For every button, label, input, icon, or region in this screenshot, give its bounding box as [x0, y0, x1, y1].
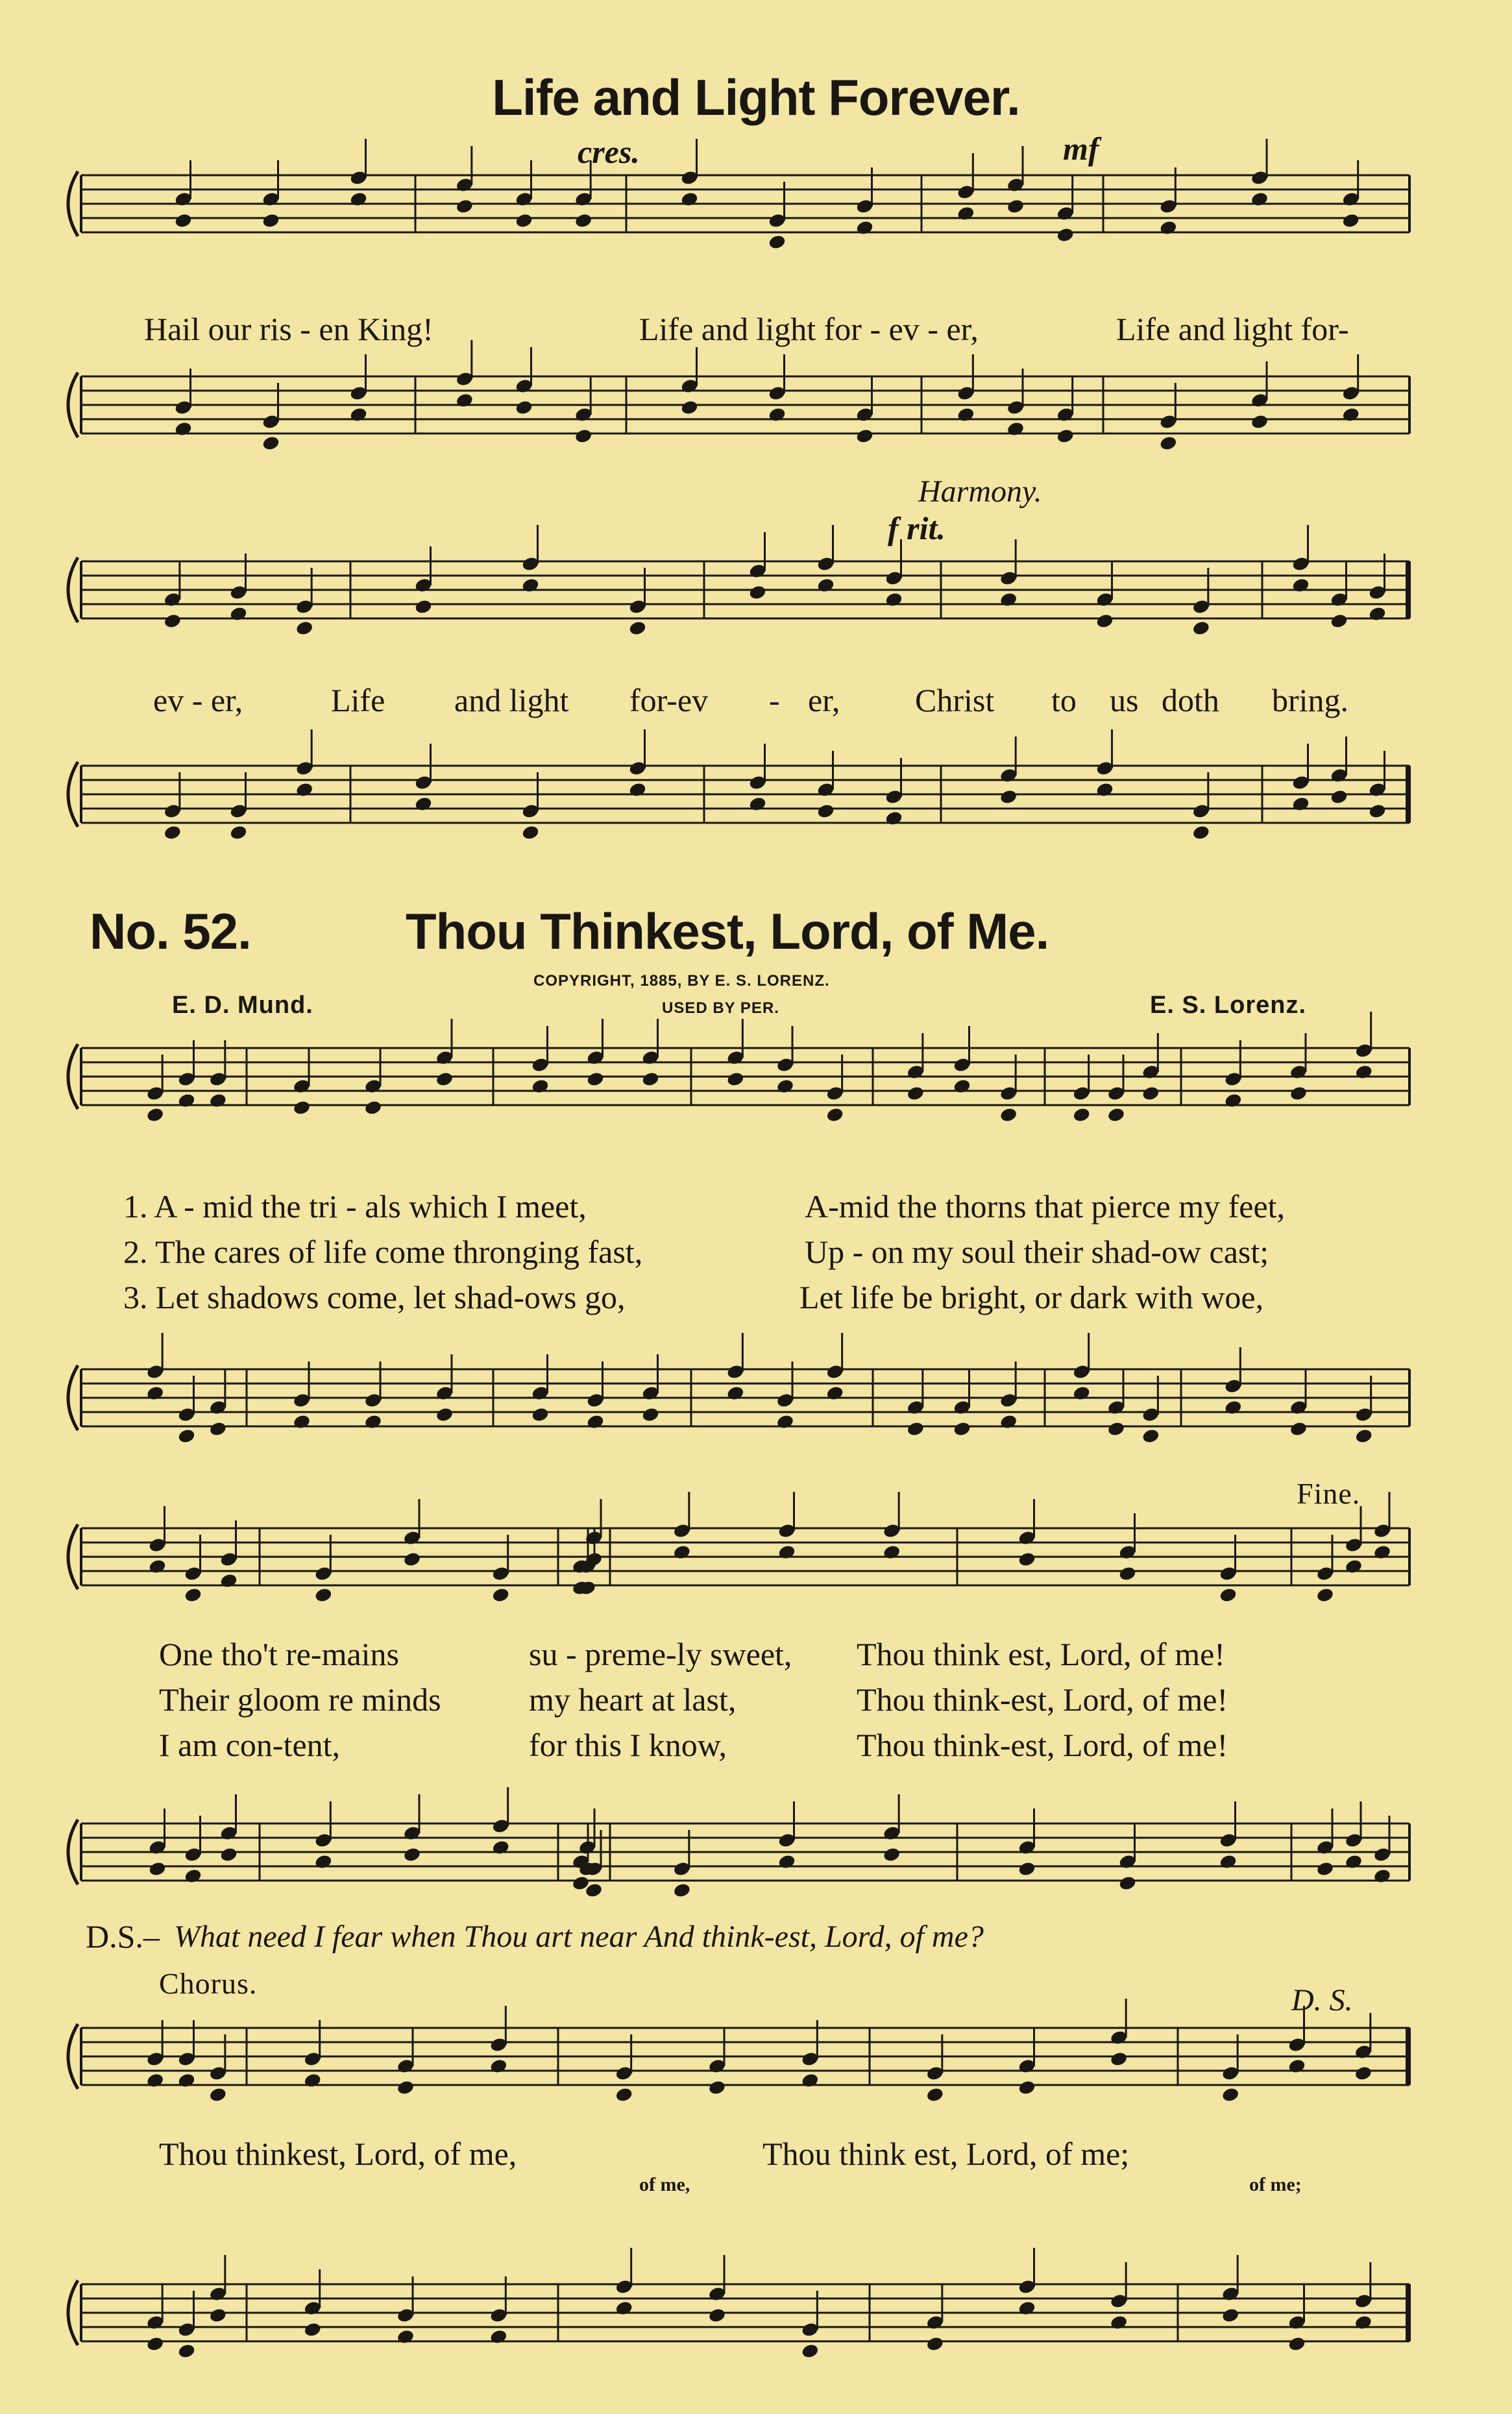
note-head	[1056, 428, 1075, 444]
note-head	[1118, 1565, 1137, 1581]
note-head	[414, 796, 433, 812]
note-head	[641, 1406, 660, 1422]
note-head	[1221, 2307, 1240, 2323]
verse-1-line-a: 1. A - mid the tri - als which I meet,	[123, 1188, 587, 1225]
note-head	[293, 1099, 311, 1116]
note-head	[825, 1106, 844, 1123]
note-head	[1110, 2314, 1128, 2330]
note-head	[1095, 613, 1114, 629]
verse-2-line-a: 2. The cares of life come thronging fast,	[123, 1234, 643, 1270]
note-head	[628, 781, 647, 798]
note-head	[314, 1587, 333, 1603]
note-head	[303, 2072, 322, 2088]
note-head	[314, 1853, 333, 1870]
note-head	[1006, 421, 1025, 437]
note-head	[455, 198, 474, 214]
note-head	[1345, 1558, 1363, 1574]
note-head	[1095, 781, 1114, 798]
hymn-number: No. 52.	[90, 903, 251, 960]
note-head	[531, 1406, 550, 1422]
note-head	[489, 2058, 508, 2074]
hymn1-lyric: Life and light for-	[1116, 311, 1349, 347]
chorus-echo-b: of me;	[1249, 2174, 1302, 2195]
clef-brace	[68, 762, 78, 827]
note-head	[726, 1071, 745, 1087]
note-head	[177, 1092, 196, 1108]
note-head	[435, 1071, 454, 1087]
composer: E. S. Lorenz.	[1150, 992, 1307, 1019]
note-head	[303, 2321, 322, 2337]
note-head	[672, 1544, 691, 1560]
note-head	[586, 1071, 605, 1087]
note-head	[883, 1846, 901, 1862]
ds-mark: D. S.	[1291, 1983, 1353, 2018]
hymn1-lyric: Life	[331, 682, 385, 718]
note-head	[1018, 2300, 1036, 2316]
note-head	[208, 2086, 227, 2103]
note-head	[208, 2307, 227, 2323]
note-head	[1316, 1860, 1335, 1877]
note-head	[177, 2343, 196, 2359]
note-head	[148, 1558, 167, 1574]
note-head	[883, 1544, 901, 1560]
hymn1-lyric: Hail our ris - en King!	[144, 311, 433, 347]
note-head	[1110, 2051, 1128, 2067]
note-head	[906, 1420, 925, 1437]
note-head	[957, 406, 975, 422]
hymn1-lyric: us	[1110, 682, 1139, 718]
note-head	[1221, 2086, 1240, 2103]
note-head	[884, 810, 903, 826]
note-head	[1072, 1106, 1091, 1123]
used-by-permission: USED BY PER.	[662, 999, 779, 1017]
note-head	[293, 1413, 311, 1430]
verse-1-line-d: su - preme-ly sweet,	[529, 1636, 792, 1672]
note-head	[177, 2072, 196, 2088]
note-head	[1341, 212, 1360, 228]
note-head	[148, 1860, 167, 1877]
clef-brace	[68, 557, 78, 622]
note-head	[574, 212, 593, 228]
note-head	[1316, 1587, 1335, 1603]
note-head	[1159, 219, 1178, 236]
verse-2-line-e: Thou think-est, Lord, of me!	[857, 1681, 1228, 1718]
note-head	[163, 824, 182, 840]
note-head	[295, 620, 314, 636]
note-head	[925, 2086, 944, 2103]
note-head	[521, 577, 540, 593]
clef-brace	[68, 2024, 78, 2089]
note-head	[855, 219, 874, 236]
note-head	[1354, 1064, 1373, 1080]
hymn1-lyric: for-ev	[629, 682, 709, 718]
clef-brace	[68, 171, 78, 236]
hymn1-lyric: Life and light for - ev - er,	[639, 311, 979, 347]
note-head	[957, 205, 975, 221]
note-head	[1373, 1544, 1392, 1560]
ds-text: What need I fear when Thou art near And think-est, Lord, of me?	[174, 1920, 984, 1954]
note-head	[953, 1420, 971, 1437]
note-head	[999, 1413, 1018, 1430]
note-head	[1056, 226, 1075, 243]
note-head	[1287, 2335, 1306, 2352]
note-head	[295, 781, 314, 798]
chorus-lyric-b: Thou think est, Lord, of me;	[762, 2136, 1130, 2172]
note-head	[768, 406, 786, 422]
note-head	[349, 191, 368, 207]
note-head	[884, 591, 903, 607]
fine-mark: Fine.	[1297, 1477, 1361, 1510]
ds-label: D.S.–	[86, 1918, 160, 1955]
note-head	[999, 1106, 1018, 1123]
note-head	[177, 1428, 196, 1444]
mf-mark: mf	[1063, 130, 1099, 167]
note-head	[680, 191, 699, 207]
note-head	[1141, 1428, 1160, 1444]
note-head	[953, 1078, 971, 1094]
note-head	[925, 2335, 944, 2352]
note-head	[262, 212, 280, 228]
note-head	[1354, 2065, 1372, 2081]
note-head	[816, 577, 835, 593]
note-head	[776, 1413, 795, 1430]
note-head	[174, 212, 193, 228]
note-head	[1250, 191, 1269, 207]
note-head	[1159, 435, 1178, 451]
note-head	[1354, 2314, 1372, 2330]
note-head	[777, 1544, 796, 1560]
note-head	[1250, 413, 1269, 430]
note-head	[680, 399, 699, 415]
verse-1-line-b: A-mid the thorns that pierce my feet,	[805, 1188, 1286, 1225]
verse-2-line-d: my heart at last,	[529, 1681, 737, 1718]
note-head	[1018, 1860, 1036, 1877]
note-head	[1373, 1868, 1392, 1884]
note-head	[491, 1587, 510, 1603]
note-head	[229, 605, 248, 622]
hymn1-lyric: Christ	[915, 682, 995, 718]
note-head	[816, 803, 835, 819]
note-head	[1287, 2058, 1306, 2074]
hymn2-title: Thou Thinkest, Lord, of Me.	[406, 903, 1049, 960]
note-head	[174, 421, 193, 437]
note-head	[748, 796, 767, 812]
note-head	[396, 2328, 415, 2345]
note-head	[1107, 1420, 1126, 1437]
note-head	[999, 591, 1018, 607]
note-head	[1118, 1875, 1137, 1891]
hymn1-lyric: -	[769, 682, 780, 718]
hymn1-lyric: and light	[454, 682, 569, 718]
note-head	[825, 1385, 844, 1401]
hymn1-lyric: bring.	[1272, 682, 1349, 718]
chorus-echo-a: of me,	[639, 2174, 690, 2195]
note-head	[489, 2328, 508, 2345]
note-head	[1224, 1092, 1243, 1108]
cres-mark: cres.	[578, 134, 640, 170]
note-head	[349, 406, 368, 422]
note-head	[146, 2335, 165, 2352]
note-head	[776, 1078, 795, 1094]
note-head	[615, 2086, 633, 2103]
verse-1-line-c: One tho't re-mains	[159, 1636, 400, 1672]
note-head	[748, 584, 767, 600]
note-head	[708, 2307, 727, 2323]
verse-3-line-d: for this I know,	[529, 1727, 727, 1763]
note-head	[1345, 1853, 1363, 1870]
note-head	[1018, 2079, 1036, 2095]
note-head	[229, 824, 248, 840]
note-head	[1141, 1085, 1160, 1101]
f-rit-mark: f rit.	[888, 510, 945, 546]
note-head	[1107, 1106, 1126, 1123]
verse-1-line-e: Thou think est, Lord, of me!	[857, 1636, 1225, 1672]
clef-brace	[68, 2280, 78, 2345]
final-bar	[1406, 2028, 1411, 2085]
note-head	[708, 2079, 727, 2095]
note-head	[1219, 1587, 1238, 1603]
note-head	[1006, 198, 1025, 214]
note-head	[1291, 577, 1310, 593]
note-head	[1368, 803, 1387, 819]
note-head	[364, 1413, 383, 1430]
note-head	[726, 1385, 745, 1401]
note-head	[491, 1839, 510, 1855]
final-bar	[1406, 2284, 1411, 2341]
verse-3-line-a: 3. Let shadows come, let shad-ows go,	[123, 1279, 626, 1315]
note-head	[628, 620, 647, 636]
copyright: COPYRIGHT, 1885, BY E. S. LORENZ.	[533, 972, 830, 990]
chorus-lyric-a: Thou thinkest, Lord, of me,	[159, 2136, 517, 2172]
note-head	[396, 2079, 415, 2095]
note-head	[531, 1078, 550, 1094]
lyricist: E. D. Mund.	[172, 992, 313, 1019]
note-head	[455, 392, 474, 408]
note-head	[906, 1085, 925, 1101]
note-head	[1354, 1428, 1373, 1444]
note-head	[1224, 1399, 1243, 1415]
note-head	[146, 1385, 165, 1401]
note-head	[146, 2072, 165, 2088]
note-head	[1289, 1420, 1308, 1437]
harmony-mark: Harmony.	[918, 474, 1042, 509]
note-head	[184, 1868, 202, 1884]
verse-2-line-b: Up - on my soul their shad-ow cast;	[805, 1234, 1269, 1270]
note-head	[435, 1406, 454, 1422]
note-head	[1291, 796, 1310, 812]
note-head	[1018, 1551, 1036, 1567]
note-head	[521, 824, 540, 840]
note-head	[1330, 788, 1348, 805]
note-head	[1219, 1853, 1238, 1870]
note-head	[219, 1572, 238, 1589]
note-head	[768, 234, 786, 250]
hymn1-lyric: er,	[808, 682, 840, 718]
clef-brace	[68, 1820, 78, 1884]
hymn1-lyric: doth	[1162, 682, 1219, 718]
final-bar	[1406, 766, 1411, 823]
note-head	[801, 2343, 820, 2359]
note-head	[403, 1551, 422, 1567]
note-head	[999, 788, 1018, 805]
note-head	[515, 212, 533, 228]
note-head	[184, 1587, 202, 1603]
note-head	[1368, 605, 1387, 622]
verse-3-line-b: Let life be bright, or dark with woe,	[799, 1279, 1264, 1315]
note-head	[163, 613, 182, 629]
clef-brace	[68, 372, 78, 437]
note-head	[1072, 1385, 1091, 1401]
note-head	[1289, 1085, 1308, 1101]
hymn1-title: Life and Light Forever.	[492, 69, 1020, 126]
note-head	[1191, 824, 1210, 840]
note-head	[801, 2072, 820, 2088]
note-head	[262, 435, 280, 451]
note-head	[403, 1846, 422, 1862]
note-head	[615, 2300, 633, 2316]
note-head	[641, 1071, 660, 1087]
chorus-label: Chorus.	[159, 1967, 258, 2000]
verse-2-line-c: Their gloom re minds	[159, 1681, 441, 1718]
note-head	[586, 1413, 605, 1430]
clef-brace	[68, 1524, 78, 1589]
note-head	[208, 1092, 227, 1108]
note-head	[1191, 620, 1210, 636]
verse-3-line-e: Thou think-est, Lord, of me!	[857, 1727, 1228, 1763]
hymn1-lyric: ev - er,	[153, 682, 243, 718]
note-head	[1341, 406, 1360, 422]
note-head	[574, 428, 593, 444]
verse-3-line-c: I am con-tent,	[159, 1727, 341, 1763]
hymn1-lyric: to	[1051, 682, 1077, 718]
note-head	[208, 1420, 227, 1437]
clef-brace	[68, 1365, 78, 1430]
note-head	[855, 428, 874, 444]
clef-brace	[68, 1044, 78, 1109]
note-head	[777, 1853, 796, 1870]
note-head	[414, 598, 433, 615]
note-head	[515, 399, 533, 415]
note-head	[1330, 613, 1348, 629]
note-head	[364, 1099, 383, 1116]
note-head	[146, 1106, 165, 1123]
final-bar	[1406, 561, 1411, 618]
note-head	[672, 1882, 691, 1898]
note-head	[219, 1846, 238, 1862]
